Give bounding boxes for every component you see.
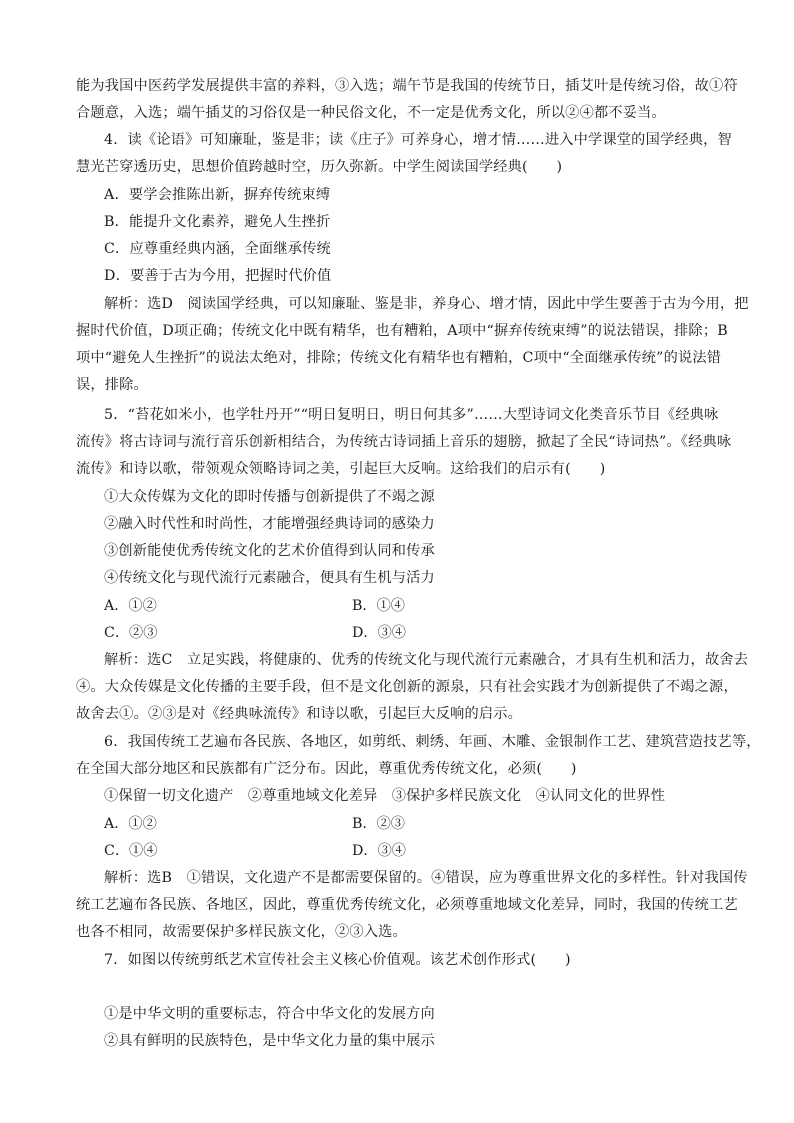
- q4-analysis-line-1: 解析：选D 阅读国学经典，可以知廉耻、鉴是非，养身心、增才情，因此中学生要善于古为今用，把: [104, 296, 749, 312]
- intro-line-2: 合题意，入选；端午插艾的习俗仅是一种民俗文化，不一定是优秀文化，所以②④都不妥当。: [76, 105, 666, 121]
- q6-option-c: C．①④: [104, 843, 158, 859]
- q6-statements: ①保留一切文化遗产 ②尊重地域文化差异 ③保护多样民族文化 ④认同文化的世界性: [104, 788, 666, 804]
- q4-analysis-line-4: 误，排除。: [76, 377, 148, 393]
- q5-statement-2: ②融入时代性和时尚性，才能增强经典诗词的感染力: [104, 516, 435, 532]
- intro-line-1: 能为我国中医药学发展提供丰富的养料，③入选；端午节是我国的传统节日，插艾叶是传统习俗，故①符: [76, 78, 738, 94]
- q4-stem-line-1: 4．读《论语》可知廉耻，鉴是非；读《庄子》可养身心，增才情……进入中学课堂的国学经典，智: [104, 132, 732, 148]
- q5-stem-line-2: 流传》将古诗词与流行音乐创新相结合，为传统古诗词插上音乐的翅膀，掀起了全民“诗词热”。《经典咏: [76, 434, 732, 450]
- q4-analysis-line-2: 握时代价值，D项正确；传统文化中既有精华，也有糟粕，A项中“摒弃传统束缚”的说法错误，排除；B: [76, 323, 728, 339]
- q4-option-c: C．应尊重经典内涵，全面继承传统: [104, 241, 331, 257]
- q5-statement-3: ③创新能使优秀传统文化的艺术价值得到认同和传承: [104, 543, 435, 559]
- q5-statement-4: ④传统文化与现代流行元素融合，便具有生机与活力: [104, 570, 435, 586]
- q4-option-b: B．能提升文化素养，避免人生挫折: [104, 214, 331, 230]
- q5-option-a: A．①②: [104, 598, 157, 614]
- q6-stem-line-1: 6．我国传统工艺遍布各民族、各地区，如剪纸、刺绣、年画、木雕、金银制作工艺、建筑营造技艺等，: [104, 734, 761, 750]
- q4-analysis-line-3: 项中“避免人生挫折”的说法太绝对，排除；传统文化有精华也有糟粕，C项中“全面继承传统”的说法错: [76, 350, 722, 366]
- q5-analysis-line-3: 故舍去①。②③是对《经典咏流传》和诗以歌，引起巨大反响的启示。: [76, 706, 523, 722]
- q6-option-d: D．③④: [352, 843, 406, 859]
- q7-stem-line-1: 7．如图以传统剪纸艺术宣传社会主义核心价值观。该艺术创作形式( ): [104, 952, 571, 968]
- q4-option-d: D．要善于古为今用，把握时代价值: [104, 268, 332, 284]
- q5-option-d: D．③④: [352, 625, 406, 641]
- q5-option-b: B．①④: [352, 598, 405, 614]
- q6-analysis-line-3: 也各不相同，故需要保护多样民族文化，②③入选。: [76, 924, 407, 940]
- q5-stem-line-3: 流传》和诗以歌，带领观众领略诗词之美，引起巨大反响。这给我们的启示有( ): [76, 461, 606, 477]
- q5-stem-line-1: 5．“苔花如米小，也学牡丹开”“明日复明日，明日何其多”……大型诗词文化类音乐节目《经典咏: [104, 407, 719, 423]
- q5-option-c: C．②③: [104, 625, 158, 641]
- q4-stem-line-2: 慧光芒穿透历史，思想价值跨越时空，历久弥新。中学生阅读国学经典( ): [76, 159, 563, 175]
- q7-statement-1: ①是中华文明的重要标志，符合中华文化的发展方向: [104, 1006, 435, 1022]
- q6-option-b: B．②③: [352, 816, 405, 832]
- q5-analysis-line-1: 解析：选C 立足实践，将健康的、优秀的传统文化与现代流行元素融合，才具有生机和活力，故舍去: [104, 652, 749, 668]
- q6-analysis-line-2: 统工艺遍布各民族、各地区，因此，尊重优秀传统文化，必须尊重地域文化差异，同时，我国的传统工艺: [76, 897, 738, 913]
- q4-option-a: A．要学会推陈出新，摒弃传统束缚: [104, 187, 331, 203]
- q5-statement-1: ①大众传媒为文化的即时传播与创新提供了不竭之源: [104, 489, 435, 505]
- q5-analysis-line-2: ④。大众传媒是文化传播的主要手段，但不是文化创新的源泉，只有社会实践才为创新提供了不竭之源，: [76, 679, 738, 695]
- q6-analysis-line-1: 解析：选B ①错误，文化遗产不是都需要保留的。④错误，应为尊重世界文化的多样性。针对我国传: [104, 870, 748, 886]
- q6-stem-line-2: 在全国大部分地区和民族都有广泛分布。因此，尊重优秀传统文化，必须( ): [76, 761, 577, 777]
- q6-option-a: A．①②: [104, 816, 157, 832]
- q7-statement-2: ②具有鲜明的民族特色，是中华文化力量的集中展示: [104, 1033, 435, 1049]
